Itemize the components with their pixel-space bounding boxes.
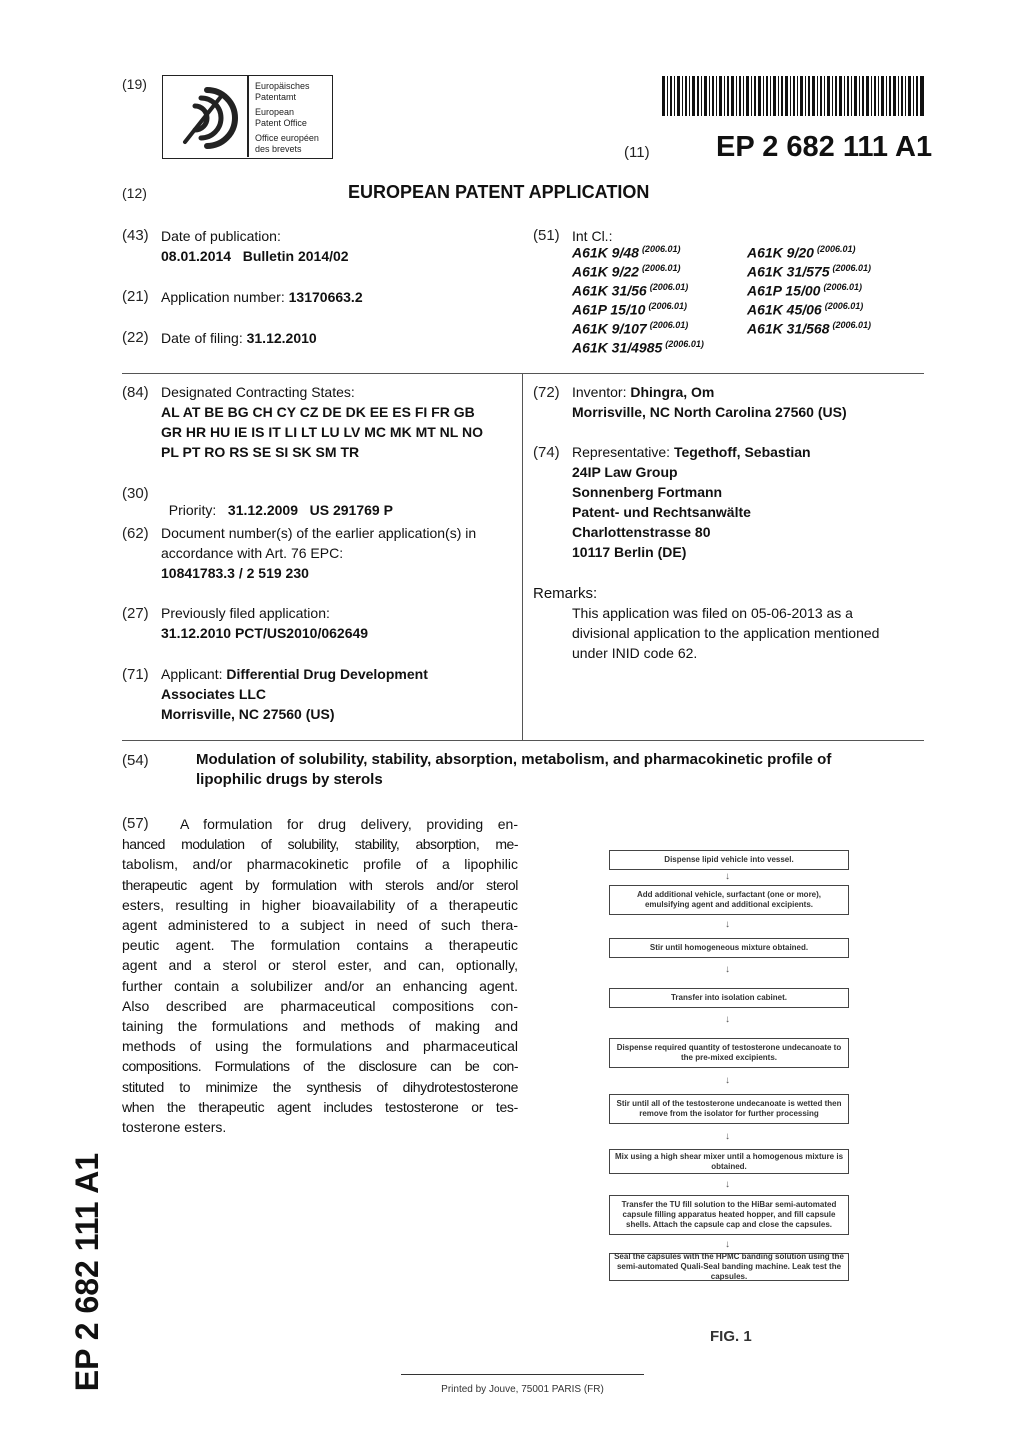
representative-line: Sonnenberg Fortmann [572,484,723,500]
abstract-line: taining the formulations and methods of making and [122,1018,518,1035]
ipc-class: A61K 31/56 $^{(2006.01)}$ [572,282,689,299]
abstract-line: esters, resulting in higher bioavailability of a therapeutic [122,896,518,913]
representative-label: Representative: [572,444,671,460]
inid-43: (43) [122,227,149,244]
designated-states-label: Designated Contracting States: [161,384,355,400]
remarks-line: This application was filed on 05-06-2013 as a [572,605,853,621]
down-arrow-icon: ↓ [725,1179,730,1190]
office-line: European [255,107,295,117]
flow-step: Stir until homogeneous mixture obtained. [609,938,849,958]
application-number-label: Application number: [161,289,285,305]
earlier-application-value: 10841783.3 / 2 519 230 [161,565,309,581]
abstract-line: tosterone esters. [122,1119,227,1136]
down-arrow-icon: ↓ [725,1239,730,1250]
abstract-line: compositions. Formulations of the disclosure can be con- [122,1058,518,1075]
previously-filed-label: Previously filed application: [161,605,330,621]
inid-57: (57) [122,815,149,832]
flow-step: Transfer the TU fill solution to the HiBar semi-automated capsule filling apparatus heated hopper, and fill capsule shells. Attach the capsule cap and close the capsules. [609,1195,849,1235]
abstract-line: hanced modulation of solubility, stability, absorption, me- [122,836,518,853]
application-number [161,289,363,305]
office-line: Europäisches [255,81,310,91]
inid-22: (22) [122,329,149,346]
ipc-class: A61K 45/06 $^{(2006.01)}$ [747,301,864,318]
inid-62: (62) [122,525,149,542]
abstract-line: therapeutic agent by formulation with sterols and/or sterol [122,876,518,893]
publication-date-value: 08.01.2014 Bulletin 2014/02 [161,248,349,264]
office-name [255,81,319,155]
representative-line: 10117 Berlin (DE) [572,544,687,560]
inid-27: (27) [122,605,149,622]
remarks-line: under INID code 62. [572,645,698,661]
abstract-line: methods of using the formulations and pharmaceutical [122,1038,518,1055]
inid-19: (19) [122,76,147,92]
down-arrow-icon: ↓ [725,1014,730,1025]
inid-21: (21) [122,288,149,305]
applicant-line: Associates LLC [161,686,267,702]
invention-title [196,750,831,790]
inventor-address: Morrisville, NC North Carolina 27560 (US) [572,404,847,420]
earlier-application [161,523,476,583]
abstract-line: when the therapeutic agent includes testosterone or tes- [122,1098,518,1115]
ipc-class: A61K 31/568 $^{(2006.01)}$ [747,320,872,337]
flow-step: Seal the capsules with the HPMC banding solution using the semi-automated Quali-Seal banding machine. Leak test the capsules. [609,1253,849,1281]
abstract-line: A formulation for drug delivery, providing en- [180,816,518,832]
figure-caption: FIG. 1 [710,1328,752,1345]
applicant-line: Differential Drug Development [226,666,428,682]
office-line: Patentamt [255,92,297,102]
publication-number: EP 2 682 111 A1 [716,131,933,163]
publication-date-label: Date of publication: [161,228,281,244]
inid-54: (54) [122,752,149,769]
representative-line: Charlottenstrasse 80 [572,524,711,540]
abstract-line: agent and a sterol or sterol ester, and can, optionally, [122,957,518,974]
barcode-icon [662,76,924,116]
abstract-line: further contain a solubilizer and/or an enhancing agent. [122,977,518,994]
figure-1 [600,840,860,1360]
filing-date-label: Date of filing: [161,330,243,346]
inid-74: (74) [533,444,560,461]
flow-step: Mix using a high shear mixer until a homogenous mixture is obtained. [609,1149,849,1174]
previously-filed [161,603,368,643]
representative [572,442,811,562]
abstract [122,814,518,1137]
filing-date-value: 31.12.2010 [246,330,317,346]
inid-11: (11) [624,144,650,161]
earlier-application-text: Document number(s) of the earlier application(s) in [161,525,477,541]
down-arrow-icon: ↓ [725,964,730,975]
footer-rule [401,1374,644,1375]
office-line: Patent Office [255,118,307,128]
states-line: GR HR HU IE IS IT LI LT LU LV MC MK MT NL NO [161,424,483,440]
ipc-classes-right [747,244,871,339]
epo-logo [162,75,333,159]
document-type: EUROPEAN PATENT APPLICATION [348,182,650,202]
priority [161,486,393,518]
remarks-text [572,603,879,663]
int-cl-label: Int Cl.: [572,228,613,244]
ipc-class: A61P 15/10 $^{(2006.01)}$ [572,301,687,318]
previously-filed-value: 31.12.2010 PCT/US2010/062649 [161,625,369,641]
abstract-line: tabolism, and/or pharmacokinetic profile of a lipophilic [122,856,518,873]
earlier-application-text: accordance with Art. 76 EPC: [161,545,344,561]
abstract-line: Also described are pharmaceutical compositions con- [122,997,518,1014]
ipc-class: A61K 9/22 $^{(2006.01)}$ [572,263,681,280]
inventor-label: Inventor: [572,384,627,400]
flow-step: Dispense required quantity of testosterone undecanoate to the pre-mixed excipients. [609,1038,849,1068]
down-arrow-icon: ↓ [725,871,730,882]
representative-name: Tegethoff, Sebastian [673,444,811,460]
flow-step: Transfer into isolation cabinet. [609,988,849,1008]
title-line: lipophilic drugs by sterols [196,771,383,788]
abstract-line: peutic agent. The formulation contains a therapeutic [122,937,518,954]
down-arrow-icon: ↓ [725,1131,730,1142]
inid-84: (84) [122,384,149,401]
inid-30: (30) [122,485,149,502]
remarks-label: Remarks: [533,585,598,602]
inid-51: (51) [533,227,560,244]
epo-logo-icon [171,82,243,154]
applicant-line: Morrisville, NC 27560 (US) [161,706,335,722]
ipc-class: A61K 31/4985 $^{(2006.01)}$ [572,339,704,356]
down-arrow-icon: ↓ [725,1075,730,1086]
office-line: des brevets [255,144,302,154]
designated-states [161,382,483,462]
divider-bottom [122,740,924,741]
inid-72: (72) [533,384,560,401]
printer-note: Printed by Jouve, 75001 PARIS (FR) [441,1384,604,1395]
priority-value: 31.12.2009 US 291769 P [227,502,393,518]
flow-step: Add additional vehicle, surfactant (one or more), emulsifying agent and additional excipients. [609,885,849,915]
down-arrow-icon: ↓ [725,919,730,930]
flow-step: Dispense lipid vehicle into vessel. [609,850,849,870]
ipc-classes-left [572,244,704,358]
side-publication-number: EP 2 682 111 A1 [69,1152,105,1392]
states-line: PL PT RO RS SE SI SK SM TR [161,444,360,460]
logo-divider [247,76,249,157]
states-line: AL AT BE BG CH CY CZ DE DK EE ES FI FR GB [161,404,475,420]
flow-step: Stir until all of the testosterone undecanoate is wetted then remove from the isolator for further processing [609,1094,849,1124]
ipc-class: A61K 9/20 $^{(2006.01)}$ [747,244,856,261]
ipc-class: A61K 9/48 $^{(2006.01)}$ [572,244,681,261]
column-divider [522,373,523,741]
filing-date [161,330,317,346]
ipc-class: A61P 15/00 $^{(2006.01)}$ [747,282,862,299]
title-line: Modulation of solubility, stability, absorption, metabolism, and pharmacokinetic profile of [196,751,832,768]
application-number-value: 13170663.2 [288,289,363,305]
applicant [161,664,428,724]
ipc-class: A61K 9/107 $^{(2006.01)}$ [572,320,689,337]
priority-label: Priority: [168,502,217,518]
office-line: Office européen [255,133,319,143]
inid-71: (71) [122,666,149,683]
remarks-line: divisional application to the application mentioned [572,625,880,641]
applicant-label: Applicant: [161,666,223,682]
inventor-name: Dhingra, Om [630,384,715,400]
ipc-class: A61K 31/575 $^{(2006.01)}$ [747,263,872,280]
divider-top [122,373,924,374]
inid-12: (12) [122,185,147,201]
representative-line: 24IP Law Group [572,464,678,480]
abstract-line: stituted to minimize the synthesis of dihydrotestosterone [122,1078,518,1095]
inventor [572,382,847,422]
representative-line: Patent- und Rechtsanwälte [572,504,751,520]
abstract-line: agent administered to a subject in need of such thera- [122,917,518,934]
barcode [662,76,924,116]
